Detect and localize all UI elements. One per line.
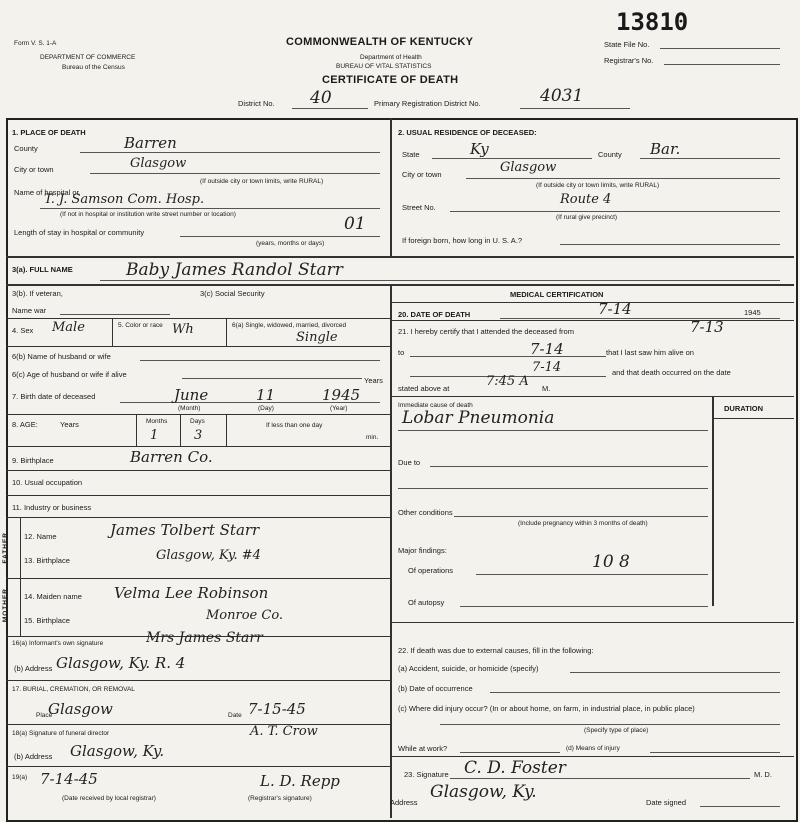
spouse-name-label: 6(b) Name of husband or wife [12,352,111,361]
meridian-label: M. [542,384,551,393]
res-city: Glasgow [500,160,557,175]
age-years-label: Years [60,420,79,429]
funeral-address-label: (b) Address [14,752,53,761]
marital-value: Single [296,330,338,345]
age-months: 1 [150,428,159,443]
state-title: COMMONWEALTH OF KENTUCKY [286,36,474,48]
informant-address-label: (b) Address [14,664,53,673]
date-of-death: 7-14 [598,300,632,318]
ssn-label: 3(c) Social Security [200,289,265,298]
certificate-number: 13810 [616,8,689,36]
burial-place: Glasgow [48,700,113,718]
other-conditions-label: Other conditions [398,508,453,517]
death-city: Glasgow [130,156,187,171]
attended-from-date: 7-13 [690,318,724,336]
informant-address: Glasgow, Ky. R. 4 [56,654,186,672]
birthdate-label: 7. Birth date of deceased [12,392,96,401]
duration-heading: DURATION [724,404,764,413]
stay-units: (years, months or days) [256,240,325,247]
foreign-born-label: If foreign born, how long in U. S. A.? [402,236,523,245]
certify-text: 21. I hereby certify that I attended the deceased from [398,327,574,336]
time-of-death: 7:45 A [486,374,529,389]
year-caption: (Year) [330,405,348,412]
veteran-label: 3(b). If veteran, [12,289,63,298]
date-of-death-year: 1945 [744,308,761,317]
mother-birthplace-label: 15. Birthplace [24,616,70,625]
accident-label: (a) Accident, suicide, or homicide (specify) [398,664,539,673]
operations-value: 10 8 [592,552,630,572]
age-min: min. [366,434,379,441]
day-caption: (Day) [258,405,274,412]
funeral-director-label: 18(a) Signature of funeral director [12,730,110,737]
res-county-label: County [598,150,622,159]
birth-day: 11 [256,386,276,404]
filed-date: 7-14-45 [40,770,98,788]
major-findings-label: Major findings: [398,546,447,555]
res-street: Route 4 [560,192,612,207]
md-label: M. D. [754,770,772,779]
last-alive-date: 7-14 [532,360,562,375]
mother-name-label: 14. Maiden name [24,592,82,601]
res-city-label: City or town [402,170,442,179]
res-street-label: Street No. [402,203,436,212]
physician-address: Glasgow, Ky. [430,782,537,802]
father-birthplace-label: 13. Birthplace [24,556,70,565]
res-state: Ky [470,140,489,158]
res-state-label: State [402,150,420,159]
full-name-label: 3(a). FULL NAME [12,265,73,274]
death-county-label: County [14,144,38,153]
res-street-note: (If rural give precinct) [556,214,618,221]
birthplace-label: 9. Birthplace [12,456,54,465]
state-file-label: State File No. [604,40,650,49]
burial-label: 17. BURIAL, CREMATION, OR REMOVAL [12,686,135,693]
date-of-death-label: 20. DATE OF DEATH [398,310,471,319]
full-name: Baby James Randol Starr [126,260,343,280]
father-side-label: FATHER [2,532,9,564]
birth-year: 1945 [322,386,361,404]
physician-signature: C. D. Foster [464,758,566,778]
death-city-note: (If outside city or town limits, write RURAL) [200,178,324,185]
medical-certification-heading: MEDICAL CERTIFICATION [510,290,604,299]
immediate-cause: Lobar Pneumonia [402,408,555,428]
occurrence-label: (b) Date of occurrence [398,684,473,693]
informant-label: 16(a) Informant's own signature [12,640,104,647]
color-label: 5. Color or race [118,322,163,329]
pregnancy-note: (Include pregnancy within 3 months of death) [518,520,648,527]
burial-date-label: Date [228,712,242,719]
industry-label: 11. Industry or business [12,503,92,512]
age-months-label: Months [146,418,168,425]
injury-place-label: (c) Where did injury occur? (In or about home, on farm, in industrial place, in public place) [398,704,695,713]
war-label: Name war [12,306,47,315]
death-occurred-text: and that death occurred on the date [612,368,731,377]
registrar-caption: (Registrar's signature) [248,795,312,802]
spouse-age-label: 6(c) Age of husband or wife if alive [12,370,127,379]
occupation-label: 10. Usual occupation [12,478,83,487]
mother-side-label: MOTHER [2,588,9,623]
operations-label: Of operations [408,566,454,575]
while-at-work-label: While at work? [398,744,448,753]
specify-place-note: (Specify type of place) [584,727,649,734]
res-county: Bar. [650,140,681,158]
form-number: Form V. S. 1-A [14,40,57,47]
marital-label: 6(a) Single, widowed, married, divorced [232,322,347,329]
bureau-census-label: Bureau of the Census [62,64,125,71]
residence-heading: 2. USUAL RESIDENCE OF DECEASED: [398,128,537,137]
age-label: 8. AGE: [12,420,38,429]
autopsy-label: Of autopsy [408,598,445,607]
color-value: Wh [172,322,194,337]
age-note: If less than one day [266,422,323,429]
death-county: Barren [124,134,177,152]
date-signed-label: Date signed [646,798,687,807]
filed-caption: (Date received by local registrar) [62,795,156,802]
to-label: to [398,348,405,357]
attended-to-date: 7-14 [530,340,564,358]
filed-label: 19(a) [12,774,28,781]
stated-above-label: stated above at [398,384,450,393]
mother-name: Velma Lee Robinson [114,584,269,602]
district-label: District No. [238,99,275,108]
father-name-label: 12. Name [24,532,57,541]
sex-value: Male [52,320,85,335]
hospital-label: Name of hospital or [14,188,80,197]
last-alive-text: that I last saw him alive on [606,348,694,357]
burial-place-label: Place [36,712,53,719]
father-name: James Tolbert Starr [110,521,260,539]
stay-value: 01 [344,214,366,234]
due-to-label: Due to [398,458,421,467]
document-title: CERTIFICATE OF DEATH [322,74,459,86]
external-causes-label: 22. If death was due to external causes, fill in the following: [398,646,594,655]
birthplace-value: Barren Co. [130,448,213,466]
stay-label: Length of stay in hospital or community [14,228,145,237]
primary-district-label: Primary Registration District No. [374,99,481,108]
death-city-label: City or town [14,165,54,174]
registrar-number-label: Registrar's No. [604,56,654,65]
birth-month: June [174,386,209,404]
funeral-address: Glasgow, Ky. [70,742,165,760]
place-of-death-heading: 1. PLACE OF DEATH [12,128,86,137]
informant-signature: Mrs James Starr [146,630,263,646]
spouse-age-years: Years [364,376,383,385]
district-number: 40 [310,88,332,108]
age-days-label: Days [190,418,205,425]
hospital-note: (If not in hospital or institution write street number or location) [60,211,236,218]
primary-district-number: 4031 [540,86,584,106]
registrar-signature: L. D. Repp [260,772,340,790]
means-of-injury-label: (d) Means of injury [566,745,620,752]
hospital-name: T. J. Samson Com. Hosp. [44,192,205,207]
sex-label: 4. Sex [12,326,34,335]
bureau-vital-statistics: BUREAU OF VITAL STATISTICS [336,63,432,70]
father-birthplace: Glasgow, Ky. #4 [156,548,261,563]
immediate-cause-label: Immediate cause of death [398,402,473,409]
month-caption: (Month) [178,405,201,412]
age-days: 3 [194,428,203,443]
mother-birthplace: Monroe Co. [206,608,284,623]
department-health: Department of Health [360,54,422,61]
funeral-director-signature: A. T. Crow [250,724,318,739]
department-label: DEPARTMENT OF COMMERCE [40,54,136,61]
burial-date: 7-15-45 [248,700,306,718]
physician-address-label: Address [390,798,418,807]
signature-label: 23. Signature [404,770,449,779]
res-city-note: (If outside city or town limits, write RURAL) [536,182,660,189]
